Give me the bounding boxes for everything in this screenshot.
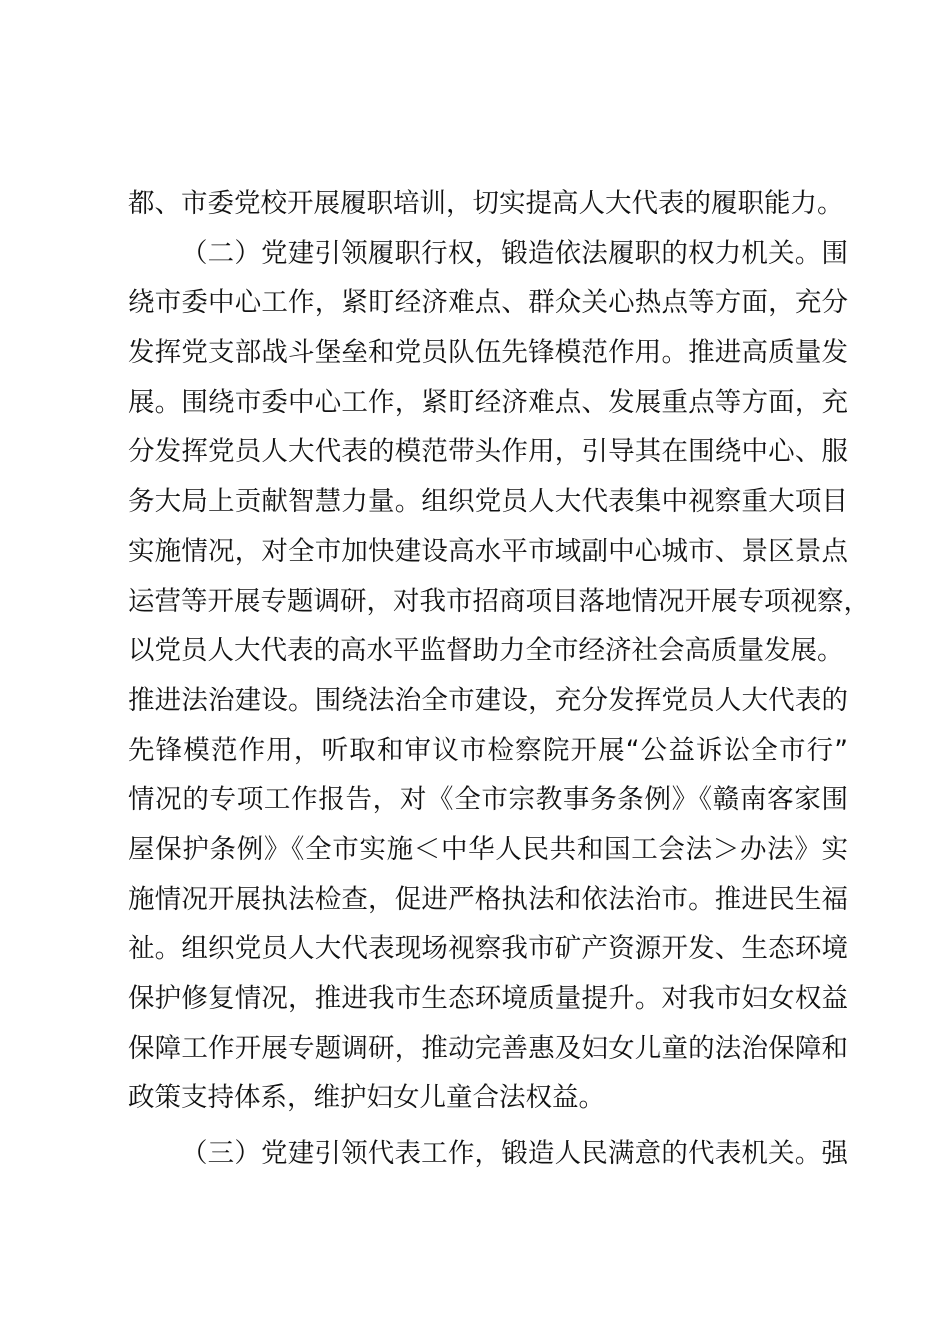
text-line-19: 政策支持体系，维护妇女儿童合法权益。 xyxy=(128,1082,605,1114)
text-line-15: 施情况开展执法检查，促进严格执法和依法治市。推进民生福 xyxy=(128,883,848,915)
section-3-heading-line: （三）党建引领代表工作，锻造人民满意的代表机关。强 xyxy=(181,1138,848,1170)
text-line-5: 展。围绕市委中心工作，紧盯经济难点、发展重点等方面，充 xyxy=(128,386,848,418)
text-line-12: 先锋模范作用，听取和审议市检察院开展“公益诉讼全市行” xyxy=(128,734,848,766)
text-line-7: 务大局上贡献智慧力量。组织党员人大代表集中视察重大项目 xyxy=(128,486,848,518)
text-line-4: 发挥党支部战斗堡垒和党员队伍先锋模范作用。推进高质量发 xyxy=(128,337,848,369)
text-line-11: 推进法治建设。围绕法治全市建设，充分发挥党员人大代表的 xyxy=(128,684,848,716)
text-line-16: 祉。组织党员人大代表现场视察我市矿产资源开发、生态环境 xyxy=(128,933,848,965)
text-line-14: 屋保护条例》《全市实施＜中华人民共和国工会法＞办法》实 xyxy=(128,833,848,865)
text-line-10: 以党员人大代表的高水平监督助力全市经济社会高质量发展。 xyxy=(128,635,844,667)
text-line-6: 分发挥党员人大代表的模范带头作用，引导其在围绕中心、服 xyxy=(128,436,848,468)
text-line-17: 保护修复情况，推进我市生态环境质量提升。对我市妇女权益 xyxy=(128,983,848,1014)
section-2-heading-line: （二）党建引领履职行权，锻造依法履职的权力机关。围 xyxy=(181,237,848,269)
text-line-1: 都、市委党校开展履职培训，切实提高人大代表的履职能力。 xyxy=(128,188,844,219)
text-line-3: 绕市委中心工作，紧盯经济难点、群众关心热点等方面，充分 xyxy=(128,287,848,319)
text-line-8: 实施情况，对全市加快建设高水平市域副中心城市、景区景点 xyxy=(128,535,848,567)
text-line-18: 保障工作开展专题调研，推动完善惠及妇女儿童的法治保障和 xyxy=(128,1032,848,1064)
body-text xyxy=(128,179,870,1179)
text-line-9: 运营等开展专题调研，对我市招商项目落地情况开展专项视察， xyxy=(128,585,870,617)
text-line-13: 情况的专项工作报告，对《全市宗教事务条例》《赣南客家围 xyxy=(128,784,848,816)
